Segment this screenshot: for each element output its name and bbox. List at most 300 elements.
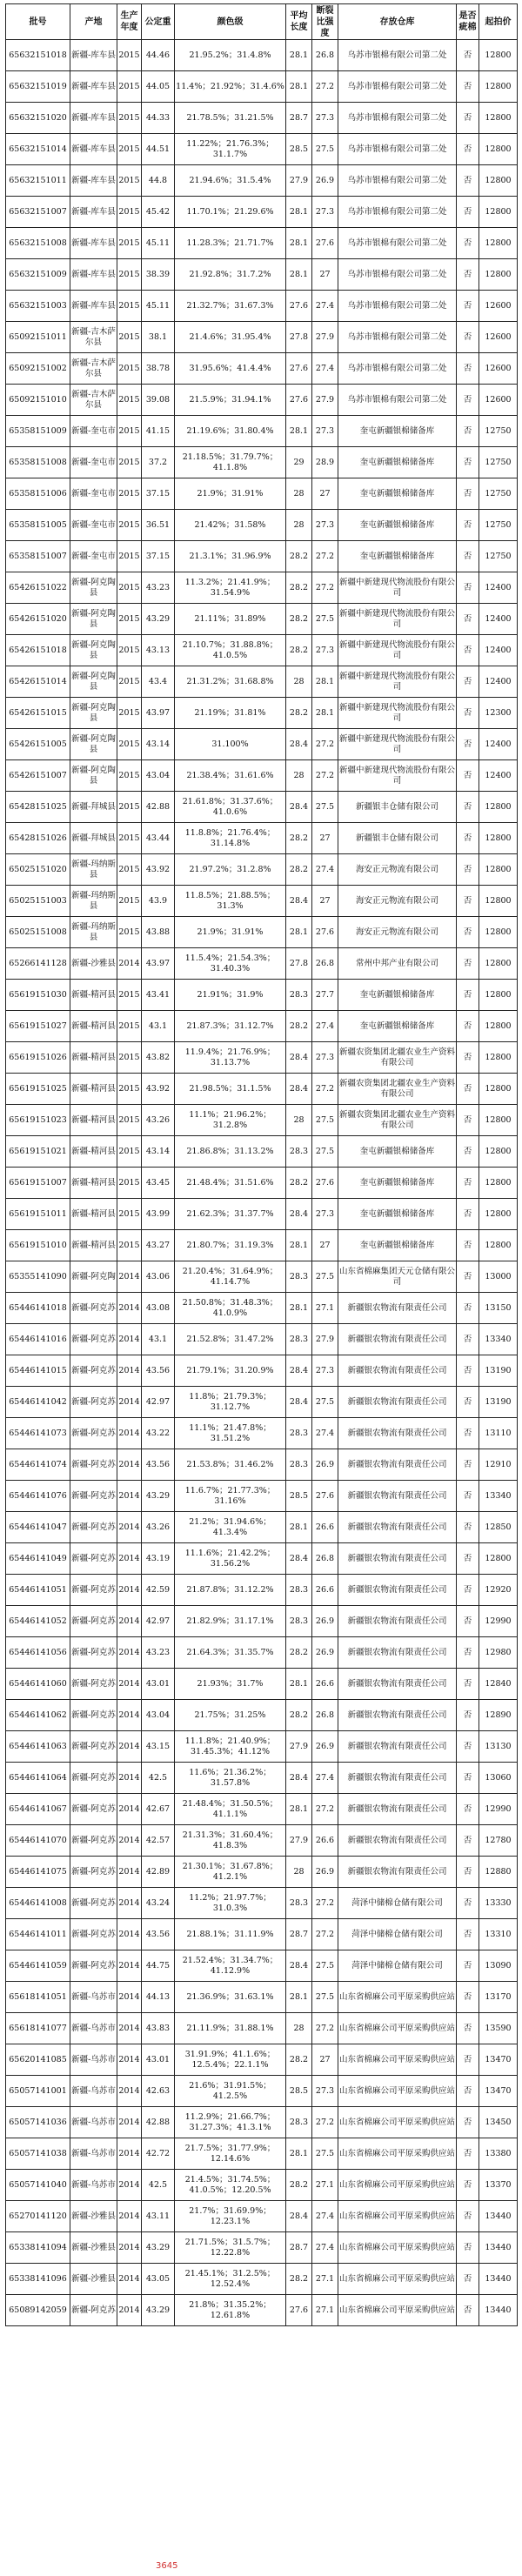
batch-cell: 65446141060 xyxy=(6,1669,70,1700)
defect-cell: 否 xyxy=(457,1606,479,1637)
defect-cell: 否 xyxy=(457,478,479,510)
weight-cell: 43.1 xyxy=(142,1011,175,1042)
warehouse-cell: 乌苏市银棉有限公司第二处 xyxy=(338,353,457,385)
table-row xyxy=(6,1449,518,1481)
color-grade-cell: 21.64.3%；31.35.7% xyxy=(175,1637,286,1669)
table-row xyxy=(6,1543,518,1575)
color-grade-cell: 21.61.8%；31.37.6%；41.0.6% xyxy=(175,792,286,823)
start-price-cell: 13060 xyxy=(479,1763,518,1794)
batch-cell: 65426151014 xyxy=(6,666,70,698)
start-price-cell: 12800 xyxy=(479,165,518,197)
strength-cell: 27.5 xyxy=(312,604,338,635)
defect-cell: 否 xyxy=(457,1543,479,1575)
warehouse-cell: 奎屯新疆银棉储备库 xyxy=(338,1168,457,1199)
strength-cell: 27.5 xyxy=(312,1105,338,1136)
defect-cell: 否 xyxy=(457,1794,479,1825)
year-cell: 2014 xyxy=(117,2201,142,2232)
avg-length-cell: 28.1 xyxy=(286,2138,312,2170)
start-price-cell: 12800 xyxy=(479,792,518,823)
strength-cell: 27.4 xyxy=(312,1418,338,1449)
strength-cell: 27.3 xyxy=(312,510,338,541)
year-cell: 2014 xyxy=(117,1637,142,1669)
defect-cell: 否 xyxy=(457,948,479,980)
start-price-cell: 13000 xyxy=(479,1261,518,1293)
strength-cell: 27 xyxy=(312,478,338,510)
defect-cell: 否 xyxy=(457,2076,479,2107)
defect-cell: 否 xyxy=(457,103,479,134)
year-cell: 2015 xyxy=(117,197,142,228)
color-grade-cell: 11.8.8%；21.76.4%；31.14.8% xyxy=(175,823,286,854)
warehouse-cell: 新疆银农物流有限责任公司 xyxy=(338,1481,457,1512)
start-price-cell: 13440 xyxy=(479,2295,518,2326)
defect-cell: 否 xyxy=(457,1355,479,1387)
color-grade-cell: 11.22%；21.76.3%；31.1.7% xyxy=(175,134,286,165)
warehouse-cell: 奎屯新疆银棉储备库 xyxy=(338,416,457,447)
origin-cell: 新疆-阿克苏 xyxy=(70,1700,117,1731)
strength-cell: 26.8 xyxy=(312,40,338,71)
start-price-cell: 13190 xyxy=(479,1387,518,1418)
defect-cell: 否 xyxy=(457,1324,479,1355)
color-grade-cell: 21.19%；31.81% xyxy=(175,698,286,729)
weight-cell: 43.14 xyxy=(142,729,175,760)
defect-cell: 否 xyxy=(457,447,479,478)
start-price-cell: 12600 xyxy=(479,322,518,353)
weight-cell: 43.29 xyxy=(142,2295,175,2326)
defect-cell: 否 xyxy=(457,1857,479,1888)
strength-cell: 26.9 xyxy=(312,1606,338,1637)
color-grade-cell: 21.9%；31.91% xyxy=(175,478,286,510)
strength-cell: 27.4 xyxy=(312,854,338,886)
header-weight: 公定重 xyxy=(142,4,175,40)
year-cell: 2014 xyxy=(117,2232,142,2264)
strength-cell: 28.1 xyxy=(312,666,338,698)
defect-cell: 否 xyxy=(457,698,479,729)
table-row xyxy=(6,1950,518,1982)
table-row xyxy=(6,1105,518,1136)
avg-length-cell: 28.1 xyxy=(286,228,312,259)
avg-length-cell: 28.1 xyxy=(286,1794,312,1825)
start-price-cell: 13470 xyxy=(479,2044,518,2076)
batch-cell: 65446141059 xyxy=(6,1950,70,1982)
start-price-cell: 12800 xyxy=(479,823,518,854)
start-price-cell: 12800 xyxy=(479,1042,518,1074)
defect-cell: 否 xyxy=(457,604,479,635)
weight-cell: 43.1 xyxy=(142,1324,175,1355)
warehouse-cell: 新疆中新建现代物流股份有限公司 xyxy=(338,666,457,698)
origin-cell: 新疆-吉木萨尔县 xyxy=(70,322,117,353)
header-batch: 批号 xyxy=(6,4,70,40)
table-row xyxy=(6,2295,518,2326)
table-row xyxy=(6,1261,518,1293)
warehouse-cell: 奎屯新疆银棉储备库 xyxy=(338,447,457,478)
avg-length-cell: 28.3 xyxy=(286,1606,312,1637)
weight-cell: 43.01 xyxy=(142,1669,175,1700)
start-price-cell: 12800 xyxy=(479,197,518,228)
batch-cell: 65426151022 xyxy=(6,572,70,604)
year-cell: 2015 xyxy=(117,854,142,886)
year-cell: 2015 xyxy=(117,416,142,447)
year-cell: 2015 xyxy=(117,1011,142,1042)
year-cell: 2015 xyxy=(117,165,142,197)
weight-cell: 39.08 xyxy=(142,385,175,416)
batch-cell: 65619151010 xyxy=(6,1230,70,1261)
table-row xyxy=(6,1481,518,1512)
warehouse-cell: 新疆银农物流有限责任公司 xyxy=(338,1575,457,1606)
table-row xyxy=(6,1074,518,1105)
header-year: 生产年度 xyxy=(117,4,142,40)
warehouse-cell: 乌苏市银棉有限公司第二处 xyxy=(338,165,457,197)
origin-cell: 新疆-阿克苏 xyxy=(70,1324,117,1355)
defect-cell: 否 xyxy=(457,353,479,385)
batch-cell: 65426151018 xyxy=(6,635,70,666)
batch-cell: 65355141090 xyxy=(6,1261,70,1293)
strength-cell: 27.2 xyxy=(312,541,338,572)
avg-length-cell: 27.8 xyxy=(286,948,312,980)
defect-cell: 否 xyxy=(457,635,479,666)
avg-length-cell: 28.4 xyxy=(286,1074,312,1105)
year-cell: 2015 xyxy=(117,886,142,917)
batch-cell: 65338141096 xyxy=(6,2264,70,2295)
table-row xyxy=(6,1293,518,1324)
avg-length-cell: 28.2 xyxy=(286,1700,312,1731)
table-row xyxy=(6,635,518,666)
table-row xyxy=(6,1794,518,1825)
start-price-cell: 12600 xyxy=(479,385,518,416)
year-cell: 2014 xyxy=(117,948,142,980)
table-row xyxy=(6,1324,518,1355)
color-grade-cell: 11.70.1%；21.29.6% xyxy=(175,197,286,228)
color-grade-cell: 21.5.9%；31.94.1% xyxy=(175,385,286,416)
origin-cell: 新疆-库车县 xyxy=(70,291,117,322)
batch-cell: 65089142059 xyxy=(6,2295,70,2326)
weight-cell: 42.63 xyxy=(142,2076,175,2107)
table-row xyxy=(6,71,518,103)
weight-cell: 43.08 xyxy=(142,1293,175,1324)
batch-cell: 65446141075 xyxy=(6,1857,70,1888)
warehouse-cell: 山东省棉麻公司平原采购供应站 xyxy=(338,2295,457,2326)
start-price-cell: 13130 xyxy=(479,1731,518,1763)
defect-cell: 否 xyxy=(457,1074,479,1105)
origin-cell: 新疆-阿克苏 xyxy=(70,1950,117,1982)
warehouse-cell: 乌苏市银棉有限公司第二处 xyxy=(338,134,457,165)
defect-cell: 否 xyxy=(457,1950,479,1982)
avg-length-cell: 28.3 xyxy=(286,1449,312,1481)
batch-cell: 65446141047 xyxy=(6,1512,70,1543)
start-price-cell: 12800 xyxy=(479,854,518,886)
strength-cell: 27.2 xyxy=(312,71,338,103)
color-grade-cell: 21.88.1%；31.11.9% xyxy=(175,1919,286,1950)
year-cell: 2014 xyxy=(117,1669,142,1700)
origin-cell: 新疆-阿克苏 xyxy=(70,2295,117,2326)
defect-cell: 否 xyxy=(457,2264,479,2295)
batch-cell: 65632151011 xyxy=(6,165,70,197)
start-price-cell: 13310 xyxy=(479,1919,518,1950)
start-price-cell: 13110 xyxy=(479,1418,518,1449)
year-cell: 2015 xyxy=(117,1230,142,1261)
weight-cell: 43.4 xyxy=(142,666,175,698)
year-cell: 2014 xyxy=(117,2264,142,2295)
origin-cell: 新疆-精河县 xyxy=(70,1199,117,1230)
defect-cell: 否 xyxy=(457,2107,479,2138)
origin-cell: 新疆-阿克苏 xyxy=(70,1543,117,1575)
strength-cell: 26.8 xyxy=(312,1700,338,1731)
warehouse-cell: 奎屯新疆银棉储备库 xyxy=(338,478,457,510)
batch-cell: 65446141052 xyxy=(6,1606,70,1637)
year-cell: 2014 xyxy=(117,2076,142,2107)
warehouse-cell: 山东省棉麻公司平原采购供应站 xyxy=(338,2076,457,2107)
weight-cell: 43.97 xyxy=(142,948,175,980)
batch-cell: 65057141040 xyxy=(6,2170,70,2201)
defect-cell: 否 xyxy=(457,1199,479,1230)
table-row xyxy=(6,353,518,385)
weight-cell: 45.42 xyxy=(142,197,175,228)
origin-cell: 新疆-阿克苏 xyxy=(70,1669,117,1700)
strength-cell: 28.9 xyxy=(312,447,338,478)
origin-cell: 新疆-乌苏市 xyxy=(70,1982,117,2013)
start-price-cell: 12980 xyxy=(479,1637,518,1669)
year-cell: 2015 xyxy=(117,604,142,635)
weight-cell: 44.46 xyxy=(142,40,175,71)
batch-cell: 65619151023 xyxy=(6,1105,70,1136)
defect-cell: 否 xyxy=(457,1387,479,1418)
origin-cell: 新疆-库车县 xyxy=(70,165,117,197)
year-cell: 2015 xyxy=(117,103,142,134)
weight-cell: 43.23 xyxy=(142,572,175,604)
warehouse-cell: 菏泽中储棉仓储有限公司 xyxy=(338,1950,457,1982)
weight-cell: 44.75 xyxy=(142,1950,175,1982)
weight-cell: 43.29 xyxy=(142,1481,175,1512)
start-price-cell: 13150 xyxy=(479,1293,518,1324)
color-grade-cell: 21.31.3%；31.60.4%；41.8.3% xyxy=(175,1825,286,1857)
origin-cell: 新疆-阿克苏 xyxy=(70,1481,117,1512)
table-row xyxy=(6,980,518,1011)
color-grade-cell: 21.82.9%；31.17.1% xyxy=(175,1606,286,1637)
weight-cell: 43.26 xyxy=(142,1105,175,1136)
strength-cell: 27.3 xyxy=(312,416,338,447)
weight-cell: 38.1 xyxy=(142,322,175,353)
weight-cell: 42.89 xyxy=(142,1857,175,1888)
start-price-cell: 13590 xyxy=(479,2013,518,2044)
origin-cell: 新疆-乌苏市 xyxy=(70,2013,117,2044)
year-cell: 2015 xyxy=(117,760,142,792)
table-row xyxy=(6,1825,518,1857)
batch-cell: 65446141062 xyxy=(6,1700,70,1731)
batch-cell: 65338141094 xyxy=(6,2232,70,2264)
table-row xyxy=(6,2264,518,2295)
batch-cell: 65266141128 xyxy=(6,948,70,980)
defect-cell: 否 xyxy=(457,1042,479,1074)
weight-cell: 43.11 xyxy=(142,2201,175,2232)
weight-cell: 43.88 xyxy=(142,917,175,948)
avg-length-cell: 28.1 xyxy=(286,917,312,948)
table-row xyxy=(6,510,518,541)
avg-length-cell: 27.8 xyxy=(286,322,312,353)
table-row xyxy=(6,1919,518,1950)
origin-cell: 新疆-阿克陶县 xyxy=(70,635,117,666)
start-price-cell: 12800 xyxy=(479,1074,518,1105)
year-cell: 2014 xyxy=(117,1919,142,1950)
color-grade-cell: 21.95.2%；31.4.8% xyxy=(175,40,286,71)
avg-length-cell: 27.9 xyxy=(286,165,312,197)
table-row xyxy=(6,792,518,823)
avg-length-cell: 28.1 xyxy=(286,1669,312,1700)
color-grade-cell: 21.38.4%；31.61.6% xyxy=(175,760,286,792)
avg-length-cell: 28.4 xyxy=(286,1199,312,1230)
origin-cell: 新疆-阿克苏 xyxy=(70,1731,117,1763)
strength-cell: 26.9 xyxy=(312,1449,338,1481)
year-cell: 2014 xyxy=(117,1763,142,1794)
defect-cell: 否 xyxy=(457,760,479,792)
weight-cell: 42.57 xyxy=(142,1825,175,1857)
batch-cell: 65618141051 xyxy=(6,1982,70,2013)
year-cell: 2014 xyxy=(117,2107,142,2138)
start-price-cell: 12800 xyxy=(479,71,518,103)
defect-cell: 否 xyxy=(457,1512,479,1543)
color-grade-cell: 21.92.8%；31.7.2% xyxy=(175,259,286,291)
origin-cell: 新疆-沙雅县 xyxy=(70,2232,117,2264)
warehouse-cell: 新疆中新建现代物流股份有限公司 xyxy=(338,729,457,760)
warehouse-cell: 新疆银农物流有限责任公司 xyxy=(338,1731,457,1763)
color-grade-cell: 21.71.5%；31.5.7%；12.22.8% xyxy=(175,2232,286,2264)
start-price-cell: 12400 xyxy=(479,635,518,666)
year-cell: 2014 xyxy=(117,1606,142,1637)
table-row xyxy=(6,2170,518,2201)
defect-cell: 否 xyxy=(457,729,479,760)
year-cell: 2015 xyxy=(117,980,142,1011)
warehouse-cell: 奎屯新疆银棉储备库 xyxy=(338,1011,457,1042)
origin-cell: 新疆-奎屯市 xyxy=(70,447,117,478)
strength-cell: 26.9 xyxy=(312,1731,338,1763)
origin-cell: 新疆-阿克苏 xyxy=(70,1355,117,1387)
strength-cell: 27.5 xyxy=(312,2138,338,2170)
color-grade-cell: 31.100% xyxy=(175,729,286,760)
defect-cell: 否 xyxy=(457,416,479,447)
strength-cell: 27.4 xyxy=(312,353,338,385)
table-row xyxy=(6,197,518,228)
origin-cell: 新疆-精河县 xyxy=(70,980,117,1011)
strength-cell: 27.2 xyxy=(312,2013,338,2044)
start-price-cell: 13440 xyxy=(479,2201,518,2232)
year-cell: 2015 xyxy=(117,353,142,385)
origin-cell: 新疆-吉木萨尔县 xyxy=(70,353,117,385)
color-grade-cell: 21.45.1%；31.2.5%；12.52.4% xyxy=(175,2264,286,2295)
strength-cell: 27 xyxy=(312,259,338,291)
color-grade-cell: 21.19.6%；31.80.4% xyxy=(175,416,286,447)
batch-cell: 65446141070 xyxy=(6,1825,70,1857)
table-row xyxy=(6,1606,518,1637)
table-row xyxy=(6,1136,518,1168)
color-grade-cell: 11.1.8%；21.40.9%；31.45.3%；41.12% xyxy=(175,1731,286,1763)
warehouse-cell: 海安正元物流有限公司 xyxy=(338,886,457,917)
header-warehouse: 存放仓库 xyxy=(338,4,457,40)
batch-cell: 65618141077 xyxy=(6,2013,70,2044)
origin-cell: 新疆-阿克苏 xyxy=(70,1418,117,1449)
start-price-cell: 12400 xyxy=(479,604,518,635)
weight-cell: 43.92 xyxy=(142,854,175,886)
color-grade-cell: 11.3.2%；21.41.9%；31.54.9% xyxy=(175,572,286,604)
color-grade-cell: 21.52.4%；31.34.7%；41.12.9% xyxy=(175,1950,286,1982)
warehouse-cell: 乌苏市银棉有限公司第二处 xyxy=(338,197,457,228)
defect-cell: 否 xyxy=(457,2232,479,2264)
avg-length-cell: 28.4 xyxy=(286,1355,312,1387)
year-cell: 2014 xyxy=(117,1387,142,1418)
start-price-cell: 12300 xyxy=(479,698,518,729)
defect-cell: 否 xyxy=(457,1763,479,1794)
weight-cell: 45.11 xyxy=(142,291,175,322)
warehouse-cell: 乌苏市银棉有限公司第二处 xyxy=(338,71,457,103)
avg-length-cell: 28.1 xyxy=(286,1512,312,1543)
avg-length-cell: 28.2 xyxy=(286,2170,312,2201)
origin-cell: 新疆-库车县 xyxy=(70,40,117,71)
warehouse-cell: 新疆银农物流有限责任公司 xyxy=(338,1763,457,1794)
year-cell: 2015 xyxy=(117,71,142,103)
weight-cell: 36.51 xyxy=(142,510,175,541)
color-grade-cell: 21.79.1%；31.20.9% xyxy=(175,1355,286,1387)
avg-length-cell: 28.3 xyxy=(286,1261,312,1293)
year-cell: 2015 xyxy=(117,635,142,666)
strength-cell: 27.5 xyxy=(312,1387,338,1418)
table-row xyxy=(6,1763,518,1794)
weight-cell: 43.04 xyxy=(142,1700,175,1731)
color-grade-cell: 21.87.3%；31.12.7% xyxy=(175,1011,286,1042)
origin-cell: 新疆-乌苏市 xyxy=(70,2076,117,2107)
strength-cell: 26.9 xyxy=(312,1857,338,1888)
avg-length-cell: 28.3 xyxy=(286,1888,312,1919)
year-cell: 2015 xyxy=(117,134,142,165)
defect-cell: 否 xyxy=(457,510,479,541)
color-grade-cell: 21.7%；31.69.9%；12.23.1% xyxy=(175,2201,286,2232)
warehouse-cell: 新疆中新建现代物流股份有限公司 xyxy=(338,760,457,792)
avg-length-cell: 28.4 xyxy=(286,1950,312,1982)
weight-cell: 42.88 xyxy=(142,792,175,823)
auction-lot-sheet xyxy=(5,3,517,2561)
warehouse-cell: 新疆银农物流有限责任公司 xyxy=(338,1293,457,1324)
color-grade-cell: 21.48.4%；31.50.5%；41.1.1% xyxy=(175,1794,286,1825)
strength-cell: 27.4 xyxy=(312,1763,338,1794)
batch-cell: 65270141120 xyxy=(6,2201,70,2232)
warehouse-cell: 新疆银农物流有限责任公司 xyxy=(338,1387,457,1418)
warehouse-cell: 山东省棉麻公司平原采购供应站 xyxy=(338,2107,457,2138)
start-price-cell: 13440 xyxy=(479,2232,518,2264)
batch-cell: 65426151005 xyxy=(6,729,70,760)
avg-length-cell: 28.4 xyxy=(286,2201,312,2232)
color-grade-cell: 11.9.4%；21.76.9%；31.13.7% xyxy=(175,1042,286,1074)
start-price-cell: 12780 xyxy=(479,1825,518,1857)
color-grade-cell: 11.8%；21.79.3%；31.12.7% xyxy=(175,1387,286,1418)
weight-cell: 41.15 xyxy=(142,416,175,447)
avg-length-cell: 29 xyxy=(286,447,312,478)
avg-length-cell: 28.1 xyxy=(286,71,312,103)
batch-cell: 65092151011 xyxy=(6,322,70,353)
origin-cell: 新疆-奎屯市 xyxy=(70,541,117,572)
strength-cell: 26.8 xyxy=(312,1543,338,1575)
year-cell: 2014 xyxy=(117,1700,142,1731)
avg-length-cell: 28 xyxy=(286,510,312,541)
start-price-cell: 12750 xyxy=(479,447,518,478)
color-grade-cell: 21.11.9%；31.88.1% xyxy=(175,2013,286,2044)
defect-cell: 否 xyxy=(457,666,479,698)
batch-cell: 65358151005 xyxy=(6,510,70,541)
defect-cell: 否 xyxy=(457,2201,479,2232)
start-price-cell: 12890 xyxy=(479,1700,518,1731)
avg-length-cell: 28.1 xyxy=(286,416,312,447)
weight-cell: 42.72 xyxy=(142,2138,175,2170)
batch-cell: 65025151003 xyxy=(6,886,70,917)
table-row xyxy=(6,1857,518,1888)
year-cell: 2015 xyxy=(117,917,142,948)
warehouse-cell: 新疆银农物流有限责任公司 xyxy=(338,1825,457,1857)
defect-cell: 否 xyxy=(457,1637,479,1669)
